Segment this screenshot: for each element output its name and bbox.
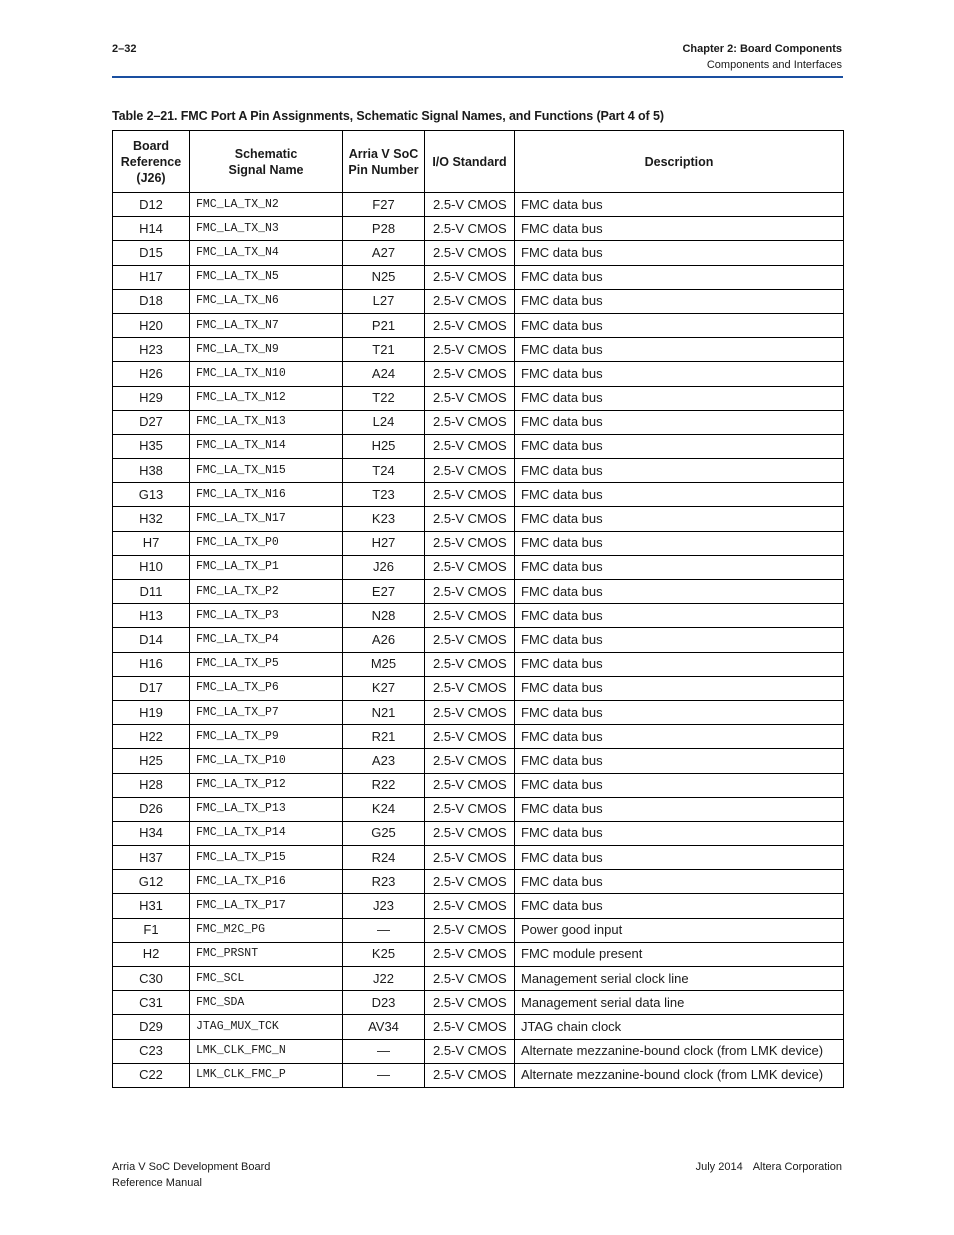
cell-description: JTAG chain clock (515, 1015, 844, 1039)
cell-io-standard: 2.5-V CMOS (425, 700, 515, 724)
cell-io-standard: 2.5-V CMOS (425, 894, 515, 918)
cell-signal-name: FMC_LA_TX_N7 (190, 313, 343, 337)
table-row (113, 555, 844, 579)
cell-pin-number: R22 (343, 773, 425, 797)
cell-board-reference: D11 (113, 580, 190, 604)
cell-description: FMC data bus (515, 338, 844, 362)
cell-description: FMC data bus (515, 531, 844, 555)
header-line: Pin Number (348, 162, 419, 177)
cell-signal-name: FMC_LA_TX_P3 (190, 604, 343, 628)
cell-signal-name: JTAG_MUX_TCK (190, 1015, 343, 1039)
header-line: Signal Name (228, 162, 304, 177)
cell-io-standard: 2.5-V CMOS (425, 676, 515, 700)
cell-io-standard: 2.5-V CMOS (425, 289, 515, 313)
cell-description: Power good input (515, 918, 844, 942)
cell-description: FMC data bus (515, 894, 844, 918)
cell-board-reference: H25 (113, 749, 190, 773)
cell-description: FMC data bus (515, 676, 844, 700)
table-row (113, 459, 844, 483)
cell-description: FMC data bus (515, 604, 844, 628)
header-rule (112, 76, 843, 78)
cell-description: FMC data bus (515, 652, 844, 676)
cell-signal-name: FMC_SDA (190, 991, 343, 1015)
cell-description: FMC data bus (515, 483, 844, 507)
cell-io-standard: 2.5-V CMOS (425, 459, 515, 483)
footer-company: Altera Corporation (752, 1161, 842, 1173)
cell-pin-number: K25 (343, 942, 425, 966)
cell-pin-number: F27 (343, 193, 425, 217)
cell-board-reference: C22 (113, 1063, 190, 1087)
cell-pin-number: P28 (343, 217, 425, 241)
cell-pin-number: A23 (343, 749, 425, 773)
cell-description: FMC module present (515, 942, 844, 966)
cell-board-reference: D14 (113, 628, 190, 652)
cell-pin-number: J23 (343, 894, 425, 918)
cell-io-standard: 2.5-V CMOS (425, 193, 515, 217)
cell-board-reference: D29 (113, 1015, 190, 1039)
table-row (113, 217, 844, 241)
table-row (113, 338, 844, 362)
table-row (113, 942, 844, 966)
cell-board-reference: H2 (113, 942, 190, 966)
cell-pin-number: — (343, 1039, 425, 1063)
table-body (113, 193, 844, 1088)
cell-signal-name: FMC_LA_TX_P10 (190, 749, 343, 773)
cell-board-reference: H13 (113, 604, 190, 628)
cell-io-standard: 2.5-V CMOS (425, 241, 515, 265)
cell-pin-number: R21 (343, 725, 425, 749)
cell-io-standard: 2.5-V CMOS (425, 628, 515, 652)
cell-description: Management serial clock line (515, 967, 844, 991)
cell-io-standard: 2.5-V CMOS (425, 749, 515, 773)
cell-pin-number: A26 (343, 628, 425, 652)
cell-signal-name: FMC_LA_TX_P1 (190, 555, 343, 579)
cell-io-standard: 2.5-V CMOS (425, 870, 515, 894)
cell-description: FMC data bus (515, 459, 844, 483)
table-row (113, 676, 844, 700)
table-row (113, 700, 844, 724)
cell-signal-name: FMC_LA_TX_P12 (190, 773, 343, 797)
table-row (113, 507, 844, 531)
table-row (113, 967, 844, 991)
table-row (113, 265, 844, 289)
cell-signal-name: FMC_LA_TX_P5 (190, 652, 343, 676)
cell-description: FMC data bus (515, 193, 844, 217)
cell-io-standard: 2.5-V CMOS (425, 942, 515, 966)
cell-io-standard: 2.5-V CMOS (425, 434, 515, 458)
cell-pin-number: N25 (343, 265, 425, 289)
cell-board-reference: C30 (113, 967, 190, 991)
cell-signal-name: FMC_M2C_PG (190, 918, 343, 942)
cell-signal-name: FMC_LA_TX_P0 (190, 531, 343, 555)
column-header-board-reference (113, 131, 190, 193)
cell-signal-name: FMC_LA_TX_N14 (190, 434, 343, 458)
cell-pin-number: H25 (343, 434, 425, 458)
cell-signal-name: FMC_LA_TX_P7 (190, 700, 343, 724)
table-row (113, 991, 844, 1015)
cell-board-reference: G12 (113, 870, 190, 894)
table-row (113, 483, 844, 507)
cell-description: Alternate mezzanine-bound clock (from LMK device) (515, 1039, 844, 1063)
cell-pin-number: K23 (343, 507, 425, 531)
cell-description: FMC data bus (515, 386, 844, 410)
table-row (113, 1015, 844, 1039)
cell-pin-number: J22 (343, 967, 425, 991)
cell-pin-number: A27 (343, 241, 425, 265)
cell-signal-name: FMC_PRSNT (190, 942, 343, 966)
table-row (113, 1063, 844, 1087)
cell-io-standard: 2.5-V CMOS (425, 580, 515, 604)
cell-pin-number: K27 (343, 676, 425, 700)
section-title: Components and Interfaces (706, 59, 842, 71)
cell-signal-name: FMC_SCL (190, 967, 343, 991)
page-number: 2–32 (112, 43, 137, 55)
cell-pin-number: L27 (343, 289, 425, 313)
cell-signal-name: FMC_LA_TX_N2 (190, 193, 343, 217)
cell-board-reference: H22 (113, 725, 190, 749)
footer-date: July 2014 (695, 1161, 743, 1173)
cell-io-standard: 2.5-V CMOS (425, 265, 515, 289)
cell-board-reference: D15 (113, 241, 190, 265)
cell-board-reference: H28 (113, 773, 190, 797)
pin-assignment-table (112, 130, 844, 1088)
cell-signal-name: FMC_LA_TX_P4 (190, 628, 343, 652)
table-row (113, 773, 844, 797)
cell-signal-name: FMC_LA_TX_N4 (190, 241, 343, 265)
footer-doc-subtitle: Reference Manual (112, 1177, 202, 1189)
cell-io-standard: 2.5-V CMOS (425, 967, 515, 991)
table-row (113, 580, 844, 604)
cell-description: FMC data bus (515, 846, 844, 870)
cell-signal-name: FMC_LA_TX_N16 (190, 483, 343, 507)
cell-signal-name: FMC_LA_TX_N3 (190, 217, 343, 241)
cell-io-standard: 2.5-V CMOS (425, 821, 515, 845)
cell-pin-number: — (343, 918, 425, 942)
cell-io-standard: 2.5-V CMOS (425, 313, 515, 337)
cell-signal-name: FMC_LA_TX_N6 (190, 289, 343, 313)
cell-board-reference: G13 (113, 483, 190, 507)
cell-signal-name: FMC_LA_TX_P13 (190, 797, 343, 821)
cell-signal-name: FMC_LA_TX_N9 (190, 338, 343, 362)
footer-publisher (696, 1161, 842, 1173)
cell-description: FMC data bus (515, 700, 844, 724)
cell-io-standard: 2.5-V CMOS (425, 386, 515, 410)
cell-description: FMC data bus (515, 725, 844, 749)
table-row (113, 894, 844, 918)
cell-pin-number: AV34 (343, 1015, 425, 1039)
cell-io-standard: 2.5-V CMOS (425, 338, 515, 362)
cell-board-reference: C23 (113, 1039, 190, 1063)
cell-signal-name: FMC_LA_TX_P15 (190, 846, 343, 870)
cell-io-standard: 2.5-V CMOS (425, 555, 515, 579)
cell-board-reference: C31 (113, 991, 190, 1015)
cell-description: FMC data bus (515, 797, 844, 821)
chapter-title: Chapter 2: Board Components (682, 43, 842, 55)
cell-board-reference: H29 (113, 386, 190, 410)
table-row (113, 749, 844, 773)
column-header-pin-number (343, 131, 425, 193)
table-row (113, 410, 844, 434)
table-caption: Table 2–21. FMC Port A Pin Assignments, Schematic Signal Names, and Functions (Part 4 of 5) (112, 109, 664, 123)
cell-description: FMC data bus (515, 434, 844, 458)
cell-board-reference: D26 (113, 797, 190, 821)
cell-pin-number: T22 (343, 386, 425, 410)
cell-board-reference: D12 (113, 193, 190, 217)
cell-signal-name: FMC_LA_TX_P9 (190, 725, 343, 749)
cell-description: FMC data bus (515, 628, 844, 652)
cell-signal-name: FMC_LA_TX_N10 (190, 362, 343, 386)
table-row (113, 821, 844, 845)
header-line: Arria V SoC (348, 146, 419, 161)
cell-io-standard: 2.5-V CMOS (425, 1063, 515, 1087)
cell-pin-number: T23 (343, 483, 425, 507)
cell-board-reference: H35 (113, 434, 190, 458)
column-header-signal-name (190, 131, 343, 193)
header-line: (J26) (136, 170, 166, 185)
cell-description: Alternate mezzanine-bound clock (from LMK device) (515, 1063, 844, 1087)
cell-description: FMC data bus (515, 410, 844, 434)
cell-io-standard: 2.5-V CMOS (425, 652, 515, 676)
cell-board-reference: H31 (113, 894, 190, 918)
column-header-description: Description (515, 131, 844, 193)
cell-signal-name: FMC_LA_TX_P17 (190, 894, 343, 918)
cell-signal-name: FMC_LA_TX_N5 (190, 265, 343, 289)
cell-io-standard: 2.5-V CMOS (425, 797, 515, 821)
cell-description: FMC data bus (515, 265, 844, 289)
cell-pin-number: R23 (343, 870, 425, 894)
cell-signal-name: FMC_LA_TX_N17 (190, 507, 343, 531)
cell-board-reference: H32 (113, 507, 190, 531)
cell-description: FMC data bus (515, 362, 844, 386)
cell-description: FMC data bus (515, 217, 844, 241)
cell-description: FMC data bus (515, 507, 844, 531)
table-row (113, 313, 844, 337)
footer-doc-title: Arria V SoC Development Board (112, 1161, 271, 1173)
cell-pin-number: D23 (343, 991, 425, 1015)
cell-description: FMC data bus (515, 870, 844, 894)
cell-description: FMC data bus (515, 821, 844, 845)
cell-signal-name: FMC_LA_TX_P14 (190, 821, 343, 845)
cell-board-reference: D27 (113, 410, 190, 434)
cell-board-reference: D18 (113, 289, 190, 313)
table-row (113, 531, 844, 555)
cell-pin-number: R24 (343, 846, 425, 870)
cell-io-standard: 2.5-V CMOS (425, 604, 515, 628)
cell-io-standard: 2.5-V CMOS (425, 1015, 515, 1039)
cell-pin-number: N28 (343, 604, 425, 628)
table-row (113, 362, 844, 386)
cell-board-reference: H23 (113, 338, 190, 362)
cell-description: Management serial data line (515, 991, 844, 1015)
cell-io-standard: 2.5-V CMOS (425, 773, 515, 797)
table-row (113, 846, 844, 870)
cell-io-standard: 2.5-V CMOS (425, 991, 515, 1015)
cell-board-reference: D17 (113, 676, 190, 700)
cell-io-standard: 2.5-V CMOS (425, 1039, 515, 1063)
cell-io-standard: 2.5-V CMOS (425, 483, 515, 507)
cell-pin-number: P21 (343, 313, 425, 337)
cell-board-reference: H19 (113, 700, 190, 724)
cell-io-standard: 2.5-V CMOS (425, 725, 515, 749)
cell-board-reference: H7 (113, 531, 190, 555)
cell-signal-name: FMC_LA_TX_N12 (190, 386, 343, 410)
cell-pin-number: T24 (343, 459, 425, 483)
cell-io-standard: 2.5-V CMOS (425, 217, 515, 241)
cell-pin-number: L24 (343, 410, 425, 434)
cell-pin-number: A24 (343, 362, 425, 386)
cell-description: FMC data bus (515, 555, 844, 579)
table-row (113, 193, 844, 217)
cell-board-reference: H16 (113, 652, 190, 676)
cell-board-reference: H37 (113, 846, 190, 870)
cell-board-reference: H26 (113, 362, 190, 386)
cell-pin-number: T21 (343, 338, 425, 362)
cell-description: FMC data bus (515, 580, 844, 604)
column-header-io-standard: I/O Standard (425, 131, 515, 193)
cell-signal-name: FMC_LA_TX_P2 (190, 580, 343, 604)
table-row (113, 241, 844, 265)
cell-pin-number: J26 (343, 555, 425, 579)
header-line: Reference (120, 154, 182, 169)
cell-board-reference: F1 (113, 918, 190, 942)
cell-io-standard: 2.5-V CMOS (425, 410, 515, 434)
table-row (113, 918, 844, 942)
header-line: Board (132, 138, 170, 153)
cell-board-reference: H34 (113, 821, 190, 845)
table-row (113, 604, 844, 628)
table-header-row (113, 131, 844, 193)
table-row (113, 289, 844, 313)
cell-signal-name: LMK_CLK_FMC_N (190, 1039, 343, 1063)
cell-pin-number: M25 (343, 652, 425, 676)
cell-board-reference: H14 (113, 217, 190, 241)
cell-io-standard: 2.5-V CMOS (425, 918, 515, 942)
table-row (113, 797, 844, 821)
cell-signal-name: FMC_LA_TX_P16 (190, 870, 343, 894)
table-row (113, 652, 844, 676)
table-row (113, 434, 844, 458)
cell-signal-name: LMK_CLK_FMC_P (190, 1063, 343, 1087)
cell-pin-number: H27 (343, 531, 425, 555)
cell-pin-number: K24 (343, 797, 425, 821)
table-row (113, 725, 844, 749)
table-row (113, 1039, 844, 1063)
cell-description: FMC data bus (515, 289, 844, 313)
header-line: Schematic (234, 146, 298, 161)
table-row (113, 870, 844, 894)
cell-pin-number: G25 (343, 821, 425, 845)
cell-pin-number: E27 (343, 580, 425, 604)
cell-signal-name: FMC_LA_TX_N13 (190, 410, 343, 434)
cell-pin-number: N21 (343, 700, 425, 724)
cell-signal-name: FMC_LA_TX_P6 (190, 676, 343, 700)
cell-description: FMC data bus (515, 749, 844, 773)
cell-signal-name: FMC_LA_TX_N15 (190, 459, 343, 483)
cell-io-standard: 2.5-V CMOS (425, 507, 515, 531)
cell-board-reference: H38 (113, 459, 190, 483)
cell-board-reference: H10 (113, 555, 190, 579)
table-row (113, 628, 844, 652)
cell-pin-number: — (343, 1063, 425, 1087)
cell-description: FMC data bus (515, 241, 844, 265)
cell-io-standard: 2.5-V CMOS (425, 846, 515, 870)
cell-board-reference: H20 (113, 313, 190, 337)
cell-io-standard: 2.5-V CMOS (425, 531, 515, 555)
cell-description: FMC data bus (515, 773, 844, 797)
cell-io-standard: 2.5-V CMOS (425, 362, 515, 386)
table-row (113, 386, 844, 410)
cell-description: FMC data bus (515, 313, 844, 337)
cell-board-reference: H17 (113, 265, 190, 289)
